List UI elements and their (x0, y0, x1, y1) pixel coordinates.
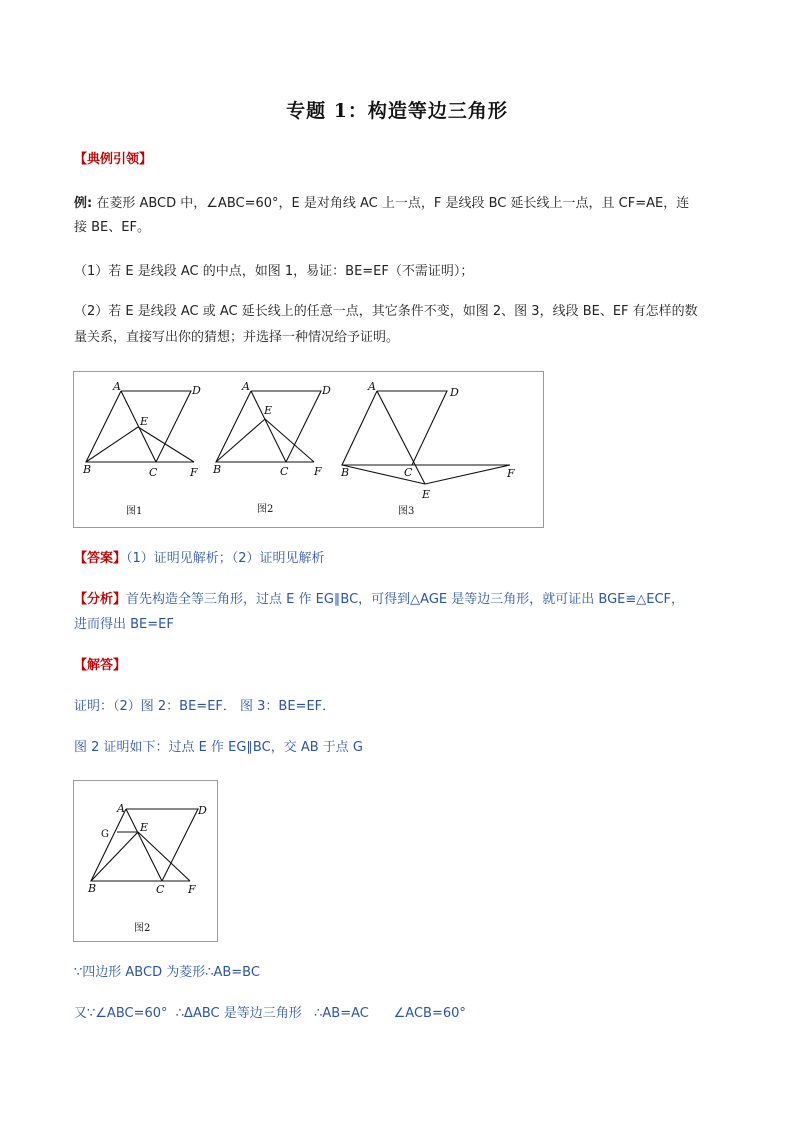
answer-label: 【答案】 (74, 551, 127, 566)
section-header: 【典例引领】 (74, 152, 153, 167)
analysis-label: 【分析】 (74, 592, 127, 607)
proof-step-2: 又∵∠ABC=60° ∴ΔABC 是等边三角形 ∴AB=AC ∠ACB=60° (74, 1006, 466, 1021)
figb-segment-ef (138, 832, 190, 881)
fig2-segment-be (216, 419, 265, 462)
question-2-line-2: 量关系，直接写出你的猜想；并选择一种情况给予证明。 (74, 330, 400, 345)
fig2-label-c: C (280, 465, 289, 478)
figure-bottom-svg (74, 781, 217, 941)
fig1-label-d: D (192, 384, 201, 397)
fig3-label-a: A (368, 380, 376, 393)
figures-top-box (73, 371, 544, 528)
figb-diagonal-ac (126, 809, 162, 881)
fig3-segment-ef (425, 465, 510, 484)
example-line-1 (74, 194, 734, 214)
question-1: （1）若 E 是线段 AC 的中点，如图 1，易证：BE=EF（不需证明）； (74, 264, 474, 279)
page-title: 专题 1：构造等边三角形 (286, 100, 508, 122)
fig2-label-d: D (322, 384, 331, 397)
analysis-line-1 (74, 590, 734, 610)
fig2-label-f: F (314, 465, 322, 478)
figb-label-f: F (188, 883, 196, 896)
figures-top-svg (74, 372, 543, 527)
fig2-caption: 图2 (257, 504, 274, 515)
fig1-label-b: B (83, 463, 92, 476)
fig1-label-a: A (113, 380, 121, 393)
example-text-1: 在菱形 ABCD 中，∠ABC=60°，E 是对角线 AC 上一点，F 是线段 BC 延长线上一点，且 CF=AE，连 (92, 196, 690, 211)
fig1-diagonal-ac (121, 391, 156, 462)
question-2-line-1: （2）若 E 是线段 AC 或 AC 延长线上的任意一点，其它条件不变，如图 2、图 3，线段 BE、EF 有怎样的数 (74, 304, 698, 319)
fig1-label-c: C (149, 466, 158, 479)
example-line-2: 接 BE、EF。 (74, 220, 150, 235)
fig1-segment-ef (138, 427, 194, 462)
figb-label-b: B (88, 882, 97, 895)
fig3-label-c: C (404, 466, 413, 479)
proof-line-1: 证明：（2）图 2：BE=EF． 图 3：BE=EF． (74, 699, 336, 714)
figure-1 (82, 380, 201, 517)
proof-step-1: ∵四边形 ABCD 为菱形∴AB=BC (74, 965, 260, 980)
figure-2 (212, 380, 331, 515)
example-label: 例: (74, 196, 93, 211)
figb-label-d: D (198, 804, 207, 817)
fig1-segment-be (86, 427, 138, 462)
answer-text: （1）证明见解析；（2）证明见解析 (126, 551, 325, 566)
figb-label-c: C (156, 883, 165, 896)
figb-label-a: A (117, 802, 125, 815)
fig3-label-d: D (450, 386, 459, 399)
fig2-label-a: A (242, 380, 250, 393)
proof-line-2: 图 2 证明如下：过点 E 作 EG∥BC，交 AB 于点 G (74, 740, 363, 755)
analysis-text-1: 首先构造全等三角形，过点 E 作 EG∥BC，可得到△AGE 是等边三角形，就可证出 BGE≌△ECF， (126, 592, 685, 607)
solution-label: 【解答】 (74, 658, 127, 673)
fig3-rhombus (342, 391, 447, 465)
fig2-label-b: B (213, 463, 222, 476)
figb-segment-be (91, 832, 138, 881)
fig1-caption: 图1 (126, 506, 143, 517)
figure-bottom-box (73, 780, 218, 942)
fig3-label-b: B (341, 466, 350, 479)
fig3-caption: 图3 (398, 506, 415, 517)
fig3-segment-be (342, 465, 425, 484)
fig3-diagonal-extended (377, 391, 425, 484)
fig3-label-e: E (422, 488, 431, 501)
fig2-label-e: E (264, 404, 273, 417)
figb-label-g: G (101, 829, 109, 840)
fig1-label-e: E (140, 415, 149, 428)
answer-line (74, 549, 734, 569)
fig3-label-f: F (507, 467, 515, 480)
fig1-label-f: F (190, 466, 198, 479)
analysis-line-2: 进而得出 BE=EF (74, 617, 174, 632)
figb-caption: 图2 (134, 923, 151, 934)
figure-3 (340, 380, 515, 517)
figb-label-e: E (140, 821, 149, 834)
